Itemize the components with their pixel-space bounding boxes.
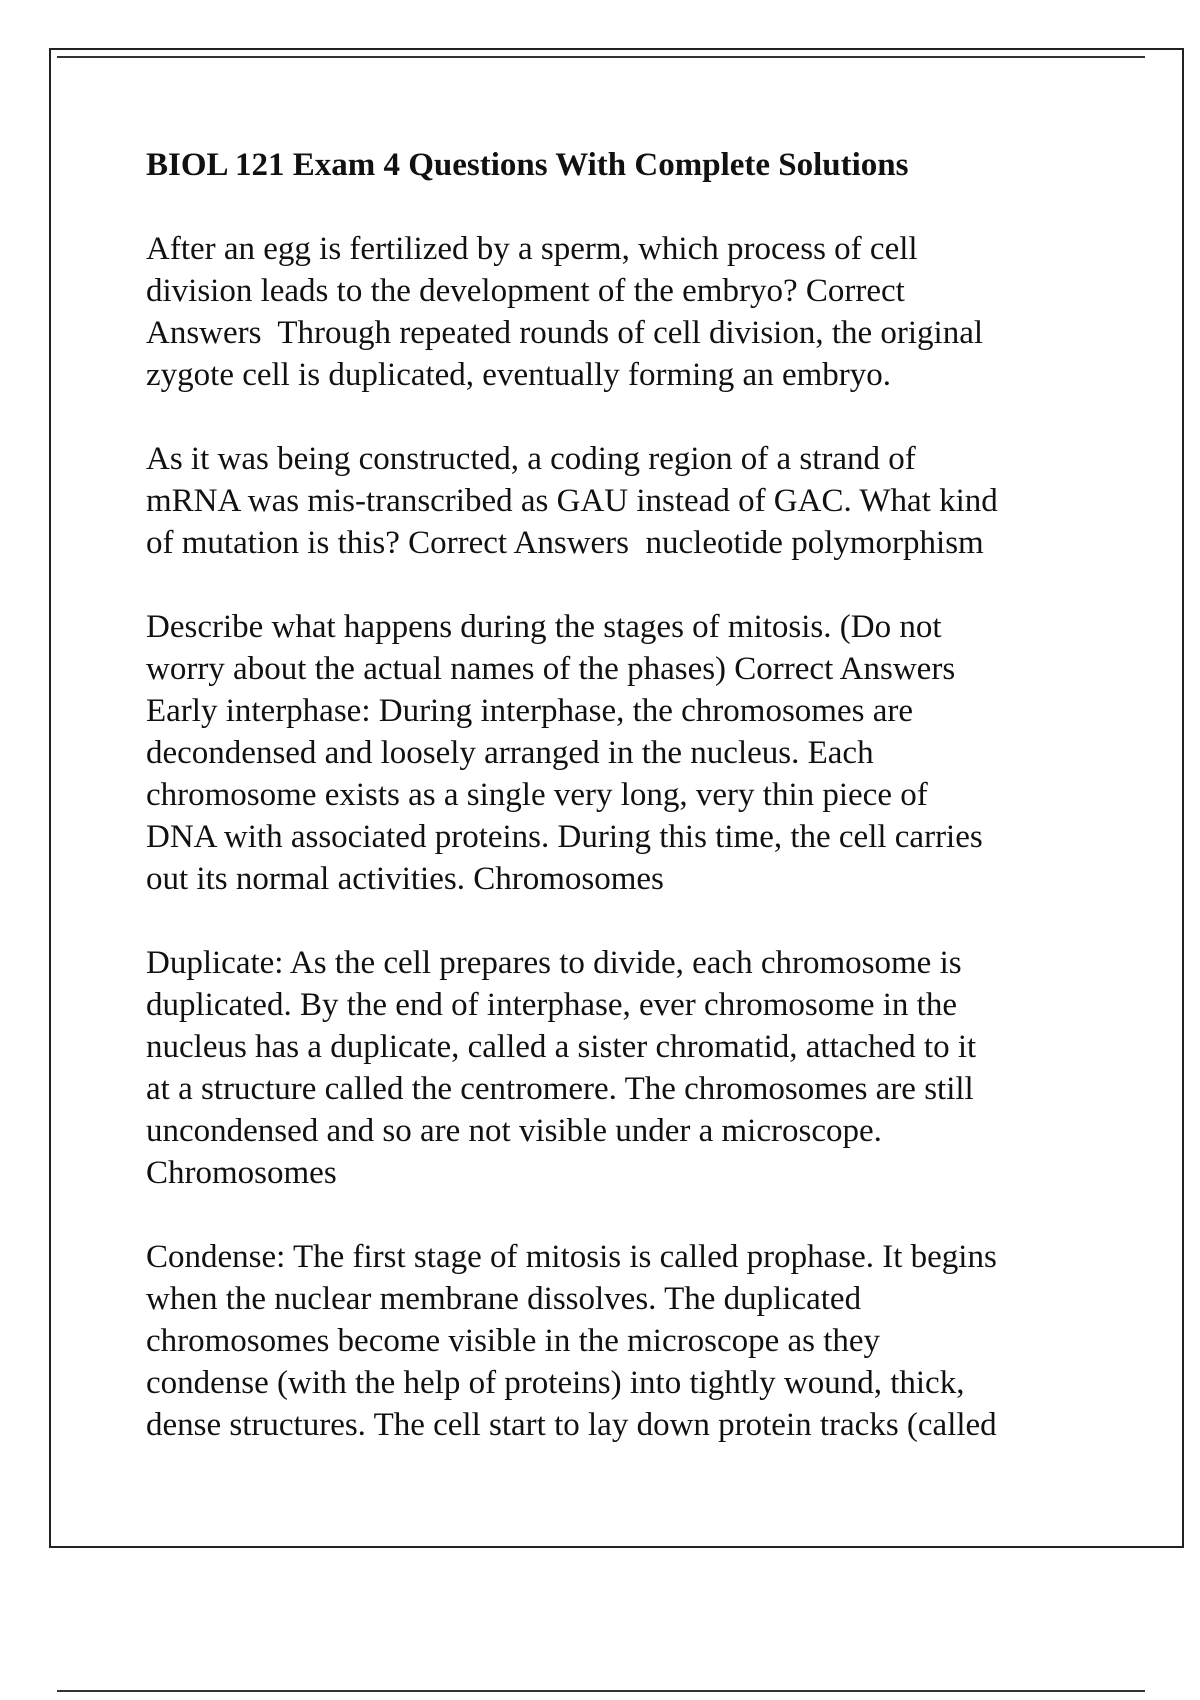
paragraph-2: [146, 438, 1096, 564]
paragraph-line: uncondensed and so are not visible under a microscope.: [146, 1113, 882, 1149]
paragraph-line: decondensed and loosely arranged in the nucleus. Each: [146, 735, 874, 771]
bottom-rule: [57, 1690, 1145, 1692]
paragraph-line: chromosome exists as a single very long, very thin piece of: [146, 777, 928, 813]
paragraph-1: [146, 228, 1096, 396]
paragraph-3: [146, 606, 1096, 900]
paragraph-line: Answers Through repeated rounds of cell division, the original: [146, 315, 984, 351]
paragraph-line: Duplicate: As the cell prepares to divide, each chromosome is: [146, 945, 962, 981]
paragraph-line: at a structure called the centromere. The chromosomes are still: [146, 1071, 974, 1107]
paragraph-4: [146, 942, 1096, 1194]
paragraph-line: mRNA was mis-transcribed as GAU instead of GAC. What kind: [146, 483, 998, 519]
paragraph-line: nucleus has a duplicate, called a sister chromatid, attached to it: [146, 1029, 977, 1065]
paragraph-line: when the nuclear membrane dissolves. The duplicated: [146, 1281, 862, 1317]
paragraph-line: After an egg is fertilized by a sperm, which process of cell: [146, 231, 918, 267]
paragraph-line: Condense: The first stage of mitosis is called prophase. It begins: [146, 1239, 997, 1275]
paragraph-line: condense (with the help of proteins) into tightly wound, thick,: [146, 1365, 965, 1401]
paragraph-line: DNA with associated proteins. During this time, the cell carries: [146, 819, 983, 855]
paragraph-line: duplicated. By the end of interphase, ever chromosome in the: [146, 987, 957, 1023]
paragraph-line: Chromosomes: [146, 1155, 337, 1191]
paragraph-line: worry about the actual names of the phases) Correct Answers: [146, 651, 956, 687]
top-rule: [57, 56, 1145, 58]
paragraph-line: chromosomes become visible in the microscope as they: [146, 1323, 881, 1359]
document-title: BIOL 121 Exam 4 Questions With Complete Solutions: [146, 147, 909, 183]
document-content: [146, 144, 1096, 1488]
paragraph-5: [146, 1236, 1096, 1446]
paragraph-line: As it was being constructed, a coding region of a strand of: [146, 441, 916, 477]
paragraph-line: dense structures. The cell start to lay down protein tracks (called: [146, 1407, 997, 1443]
paragraph-line: Early interphase: During interphase, the chromosomes are: [146, 693, 913, 729]
paragraph-line: zygote cell is duplicated, eventually forming an embryo.: [146, 357, 892, 393]
paragraph-line: division leads to the development of the embryo? Correct: [146, 273, 905, 309]
paragraph-line: out its normal activities. Chromosomes: [146, 861, 664, 897]
paragraph-line: Describe what happens during the stages of mitosis. (Do not: [146, 609, 942, 645]
paragraph-line: of mutation is this? Correct Answers nucleotide polymorphism: [146, 525, 984, 561]
